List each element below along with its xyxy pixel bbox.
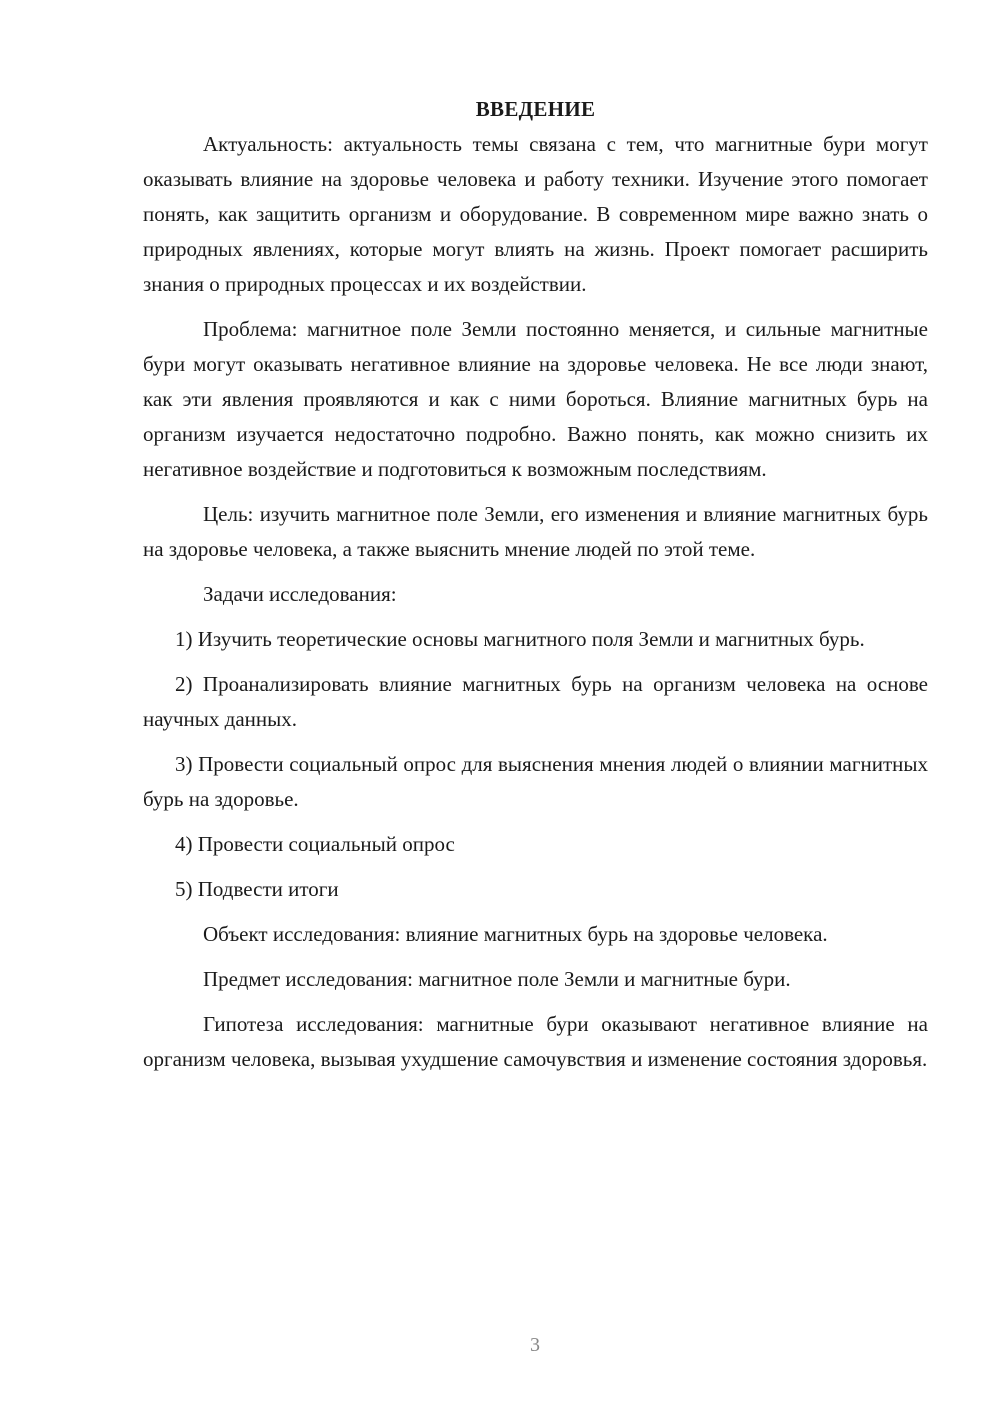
task-item-2: 2) Проанализировать влияние магнитных бурь на организм человека на основе научных данных. xyxy=(143,672,928,731)
tasks-heading: Задачи исследования: xyxy=(203,582,397,606)
task-item-3: 3) Провести социальный опрос для выяснения мнения людей о влиянии магнитных бурь на здоровье. xyxy=(143,752,928,811)
hypothesis-paragraph: Гипотеза исследования: магнитные бури оказывают негативное влияние на организм человека, вызывая ухудшение самочувствия и изменение состояния здоровья. xyxy=(143,1012,928,1071)
problem-paragraph: Проблема: магнитное поле Земли постоянно меняется, и сильные магнитные бури могут оказывать негативное влияние на здоровье человека. Не все люди знают, как эти явления проявляются и как с ними бороться. Влияние магнитных бурь на организм изучается недостаточно подробно. Важно понять, как можно снизить их негативное воздействие и подготовиться к возможным последствиям. xyxy=(143,317,928,481)
object-paragraph: Объект исследования: влияние магнитных бурь на здоровье человека. xyxy=(203,922,828,946)
page-number: 3 xyxy=(530,1334,540,1356)
goal-paragraph: Цель: изучить магнитное поле Земли, его изменения и влияние магнитных бурь на здоровье человека, а также выяснить мнение людей по этой теме. xyxy=(143,502,928,561)
task-item-1: 1) Изучить теоретические основы магнитного поля Земли и магнитных бурь. xyxy=(175,627,865,651)
section-title: ВВЕДЕНИЕ xyxy=(475,97,596,121)
page-content xyxy=(143,92,928,1077)
task-item-4: 4) Провести социальный опрос xyxy=(175,832,455,856)
task-item-5: 5) Подвести итоги xyxy=(175,877,339,901)
relevance-paragraph: Актуальность: актуальность темы связана с тем, что магнитные бури могут оказывать влияние на здоровье человека и работу техники. Изучение этого помогает понять, как защитить организм и оборудование. В современном мире важно знать о природных явлениях, которые могут влиять на жизнь. Проект помогает расширить знания о природных процессах и их воздействии. xyxy=(143,132,928,296)
subject-paragraph: Предмет исследования: магнитное поле Земли и магнитные бури. xyxy=(203,967,791,991)
